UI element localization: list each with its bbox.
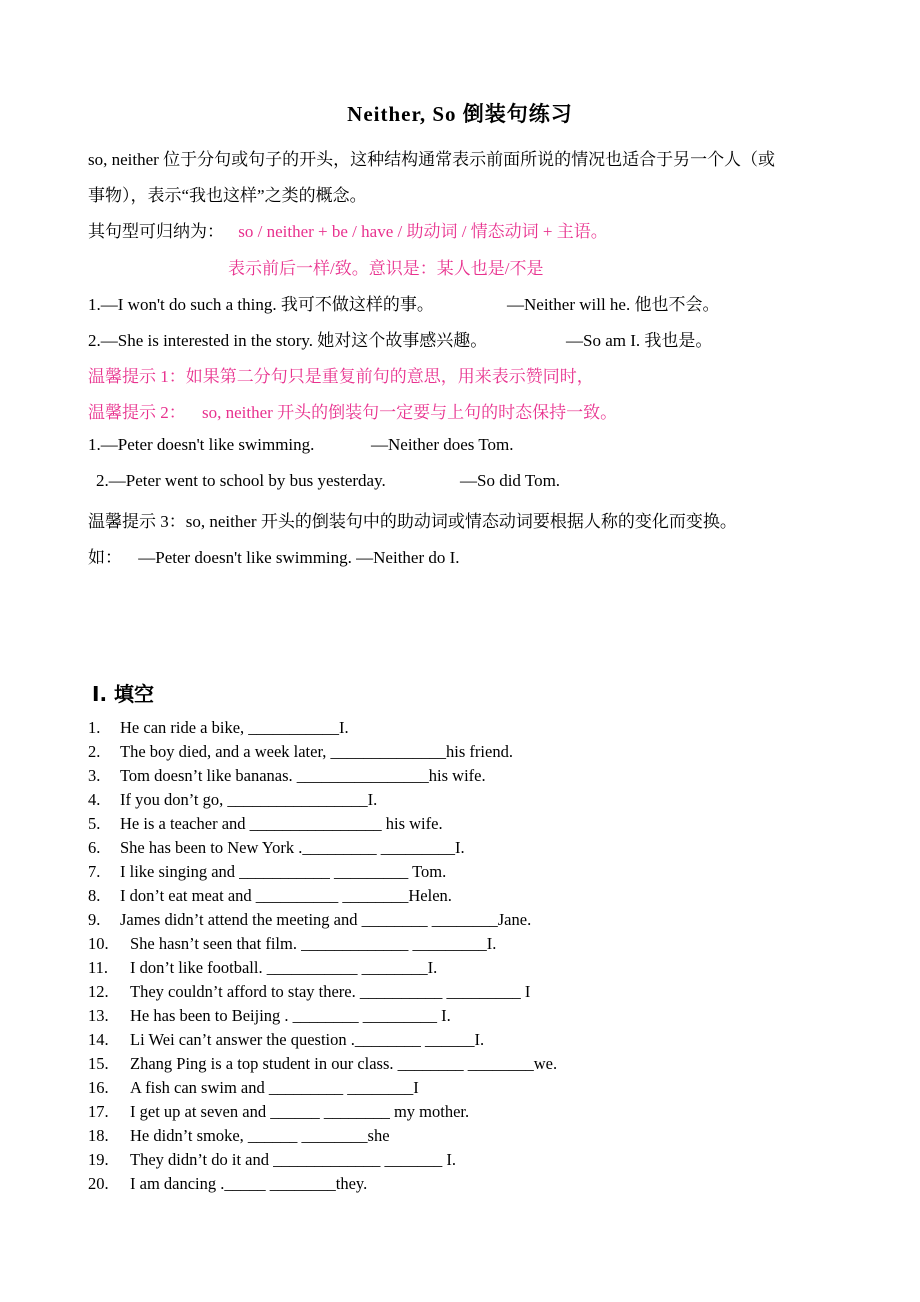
exercise-item [88,1054,557,1074]
exercise-item [88,1174,367,1194]
intro-line-2: 事物），表示“我也这样”之类的概念。 [88,186,367,205]
pattern-formula: so / neither + be / have / 助动词 / 情态动词 + 主语。 [238,222,608,241]
exercise-text: I get up at seven and ______ ________ my mother. [130,1102,470,1121]
exercise-item [88,982,530,1002]
exercise-number: 18. [88,1126,109,1145]
tip-2-example-1 [88,435,514,455]
exercise-text: A fish can swim and _________ ________I [130,1078,419,1097]
tip-2-example-2-b: —So did Tom. [460,471,561,490]
exercise-number: 1. [88,718,101,737]
exercise-text: She hasn’t seen that film. _____________ _________I. [130,934,497,953]
exercise-item [88,766,486,786]
exercise-item [88,1102,469,1122]
exercise-text: Li Wei can’t answer the question .________ ______I. [130,1030,485,1049]
exercise-text: Tom doesn’t like bananas. ________________his wife. [120,766,486,785]
exercise-number: 7. [88,862,101,881]
exercise-number: 9. [88,910,101,929]
pattern-line [88,217,608,242]
example-2-b: —So am I. 我也是。 [566,331,713,350]
exercise-number: 15. [88,1054,109,1073]
page-title: Neither, So 倒装句练习 [347,102,573,126]
tip-2-example-2-a: 2.—Peter went to school by bus yesterday. [96,471,386,490]
exercise-number: 5. [88,814,101,833]
exercise-text: He is a teacher and ________________ his wife. [120,814,443,833]
tip-3-example [88,543,460,568]
exercise-text: They couldn’t afford to stay there. __________ _________ I [130,982,531,1001]
exercise-text: I like singing and ___________ _________ Tom. [120,862,447,881]
exercise-item [88,1006,451,1026]
exercise-number: 20. [88,1174,109,1193]
exercise-number: 17. [88,1102,109,1121]
exercise-number: 16. [88,1078,109,1097]
intro-line-1: so, neither 位于分句或句子的开头，这种结构通常表示前面所说的情况也适合于另一个人（或 [88,150,776,169]
exercise-text: Zhang Ping is a top student in our class. ________ ________we. [130,1054,558,1073]
exercise-text: The boy died, and a week later, ______________his friend. [120,742,513,761]
exercise-item [88,790,377,810]
exercise-text: She has been to New York ._________ _________I. [120,838,465,857]
exercise-text: He didn’t smoke, ______ ________she [130,1126,390,1145]
exercise-item [88,1126,390,1146]
tip-2-example-1-b: —Neither does Tom. [371,435,514,454]
exercise-item [88,910,531,930]
exercise-text: He can ride a bike, ___________I. [120,718,349,737]
tip-2-example-2 [96,471,561,491]
tip-2-line [88,398,617,423]
exercise-number: 14. [88,1030,109,1049]
exercise-number: 13. [88,1006,109,1025]
exercise-number: 8. [88,886,101,905]
example-2 [88,326,713,351]
exercise-text: He has been to Beijing . ________ _________ I. [130,1006,451,1025]
exercise-number: 3. [88,766,101,785]
exercise-item [88,742,513,762]
exercise-item [88,838,465,858]
exercise-item [88,934,496,954]
tip-2-example-1-a: 1.—Peter doesn't like swimming. [88,435,315,454]
exercise-number: 6. [88,838,101,857]
tip-3: 温馨提示 3：so, neither 开头的倒装句中的助动词或情态动词要根据人称的变化而变换。 [88,512,737,531]
exercise-item [88,958,437,978]
exercise-item [88,1078,419,1098]
example-1 [88,290,720,315]
exercise-text: I am dancing ._____ ________they. [130,1174,368,1193]
tip-3-example-label: 如： [88,548,122,567]
tip-1: 温馨提示 1：如果第二分句只是重复前句的意思，用来表示赞同时， [88,367,594,386]
exercise-text: If you don’t go, _________________I. [120,790,378,809]
example-1-b: —Neither will he. 他也不会。 [507,295,720,314]
exercise-number: 11. [88,958,109,977]
exercise-number: 4. [88,790,101,809]
exercise-number: 12. [88,982,109,1001]
exercise-item [88,814,443,834]
exercise-number: 19. [88,1150,109,1169]
exercise-item [88,886,452,906]
tip-3-example-text: —Peter doesn't like swimming. —Neither do I. [138,548,460,567]
exercise-text: James didn’t attend the meeting and ________ ________Jane. [120,910,532,929]
section-title: Ⅰ. 填空 [92,682,155,706]
pattern-label: 其句型可归纳为： [88,222,224,241]
exercise-text: I don’t eat meat and __________ ________Helen. [120,886,452,905]
exercise-text: They didn’t do it and _____________ _______ I. [130,1150,457,1169]
exercise-item [88,862,446,882]
exercise-text: I don’t like football. ___________ ________I. [130,958,438,977]
exercise-item [88,1150,456,1170]
meaning-line: 表示前后一样/致。意识是：某人也是/不是 [228,259,544,278]
exercise-number: 10. [88,934,109,953]
example-2-a: 2.—She is interested in the story. 她对这个故事感兴趣。 [88,331,488,350]
example-1-a: 1.—I won't do such a thing. 我可不做这样的事。 [88,295,434,314]
exercise-item [88,1030,484,1050]
exercise-item [88,718,349,738]
exercise-number: 2. [88,742,101,761]
tip-2-text: so, neither 开头的倒装句一定要与上句的时态保持一致。 [202,403,618,422]
tip-2-label: 温馨提示 2： [88,403,186,422]
